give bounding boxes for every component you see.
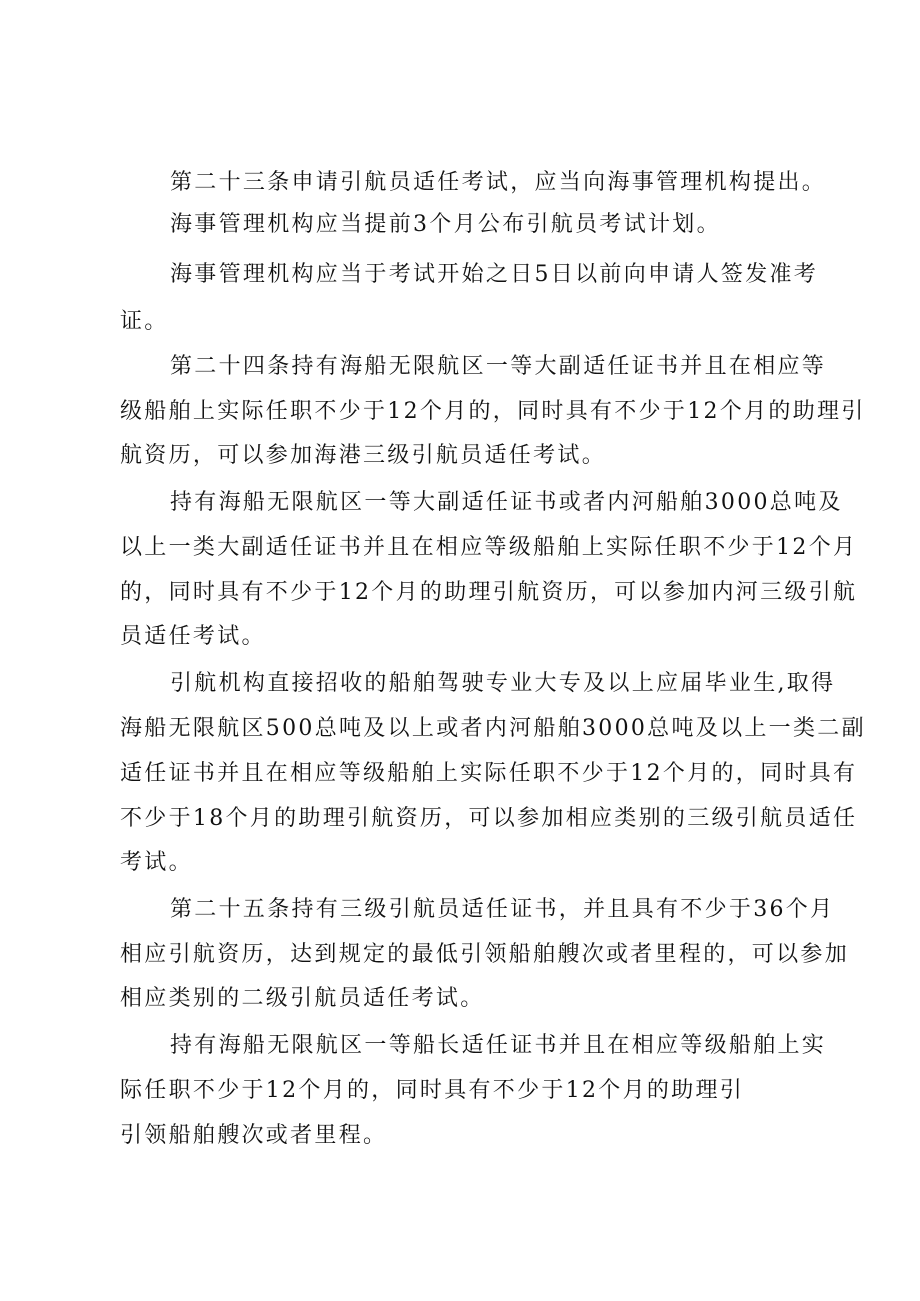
- article-25-line: 第二十五条持有三级引航员适任证书，并且具有不少于36个月: [170, 897, 835, 922]
- paragraph-line: 相应类别的二级引航员适任考试。: [120, 986, 485, 1011]
- paragraph-line: 级船舶上实际任职不少于12个月的，同时具有不少于12个月的助理引: [120, 399, 866, 424]
- paragraph-line: 引领船舶艘次或者里程。: [120, 1123, 388, 1148]
- paragraph-line: 的，同时具有不少于12个月的助理引航资历，可以参加内河三级引航: [120, 580, 858, 605]
- article-24-line: 第二十四条持有海船无限航区一等大副适任证书并且在相应等: [170, 354, 827, 379]
- paragraph-line: 海事管理机构应当于考试开始之日5日以前向申请人签发准考: [170, 262, 819, 287]
- paragraph-line: 海船无限航区500总吨及以上或者内河船舶3000总吨及以上一类二副: [120, 716, 866, 741]
- article-23-line: 第二十三条申请引航员适任考试，应当向海事管理机构提出。: [170, 170, 827, 195]
- paragraph-line: 以上一类大副适任证书并且在相应等级船舶上实际任职不少于12个月: [120, 535, 858, 560]
- paragraph-line: 证。: [120, 309, 169, 334]
- paragraph-line: 引航机构直接招收的船舶驾驶专业大专及以上应届毕业生,取得: [170, 671, 836, 696]
- paragraph-line: 持有海船无限航区一等船长适任证书并且在相应等级船舶上实: [170, 1033, 827, 1058]
- paragraph-line: 员适任考试。: [120, 624, 266, 649]
- paragraph-line: 考试。: [120, 850, 193, 875]
- paragraph-line: 持有海船无限航区一等大副适任证书或者内河船舶3000总吨及: [170, 490, 843, 515]
- paragraph-line: 海事管理机构应当提前3个月公布引航员考试计划。: [170, 212, 721, 237]
- paragraph-line: 航资历，可以参加海港三级引航员适任考试。: [120, 443, 607, 468]
- paragraph-line: 相应引航资历，达到规定的最低引领船舶艘次或者里程的，可以参加: [120, 942, 850, 967]
- paragraph-line: 适任证书并且在相应等级船舶上实际任职不少于12个月的，同时具有: [120, 761, 858, 786]
- paragraph-line: 际任职不少于12个月的，同时具有不少于12个月的助理引: [120, 1078, 745, 1103]
- paragraph-line: 不少于18个月的助理引航资历，可以参加相应类别的三级引航员适任: [120, 806, 858, 831]
